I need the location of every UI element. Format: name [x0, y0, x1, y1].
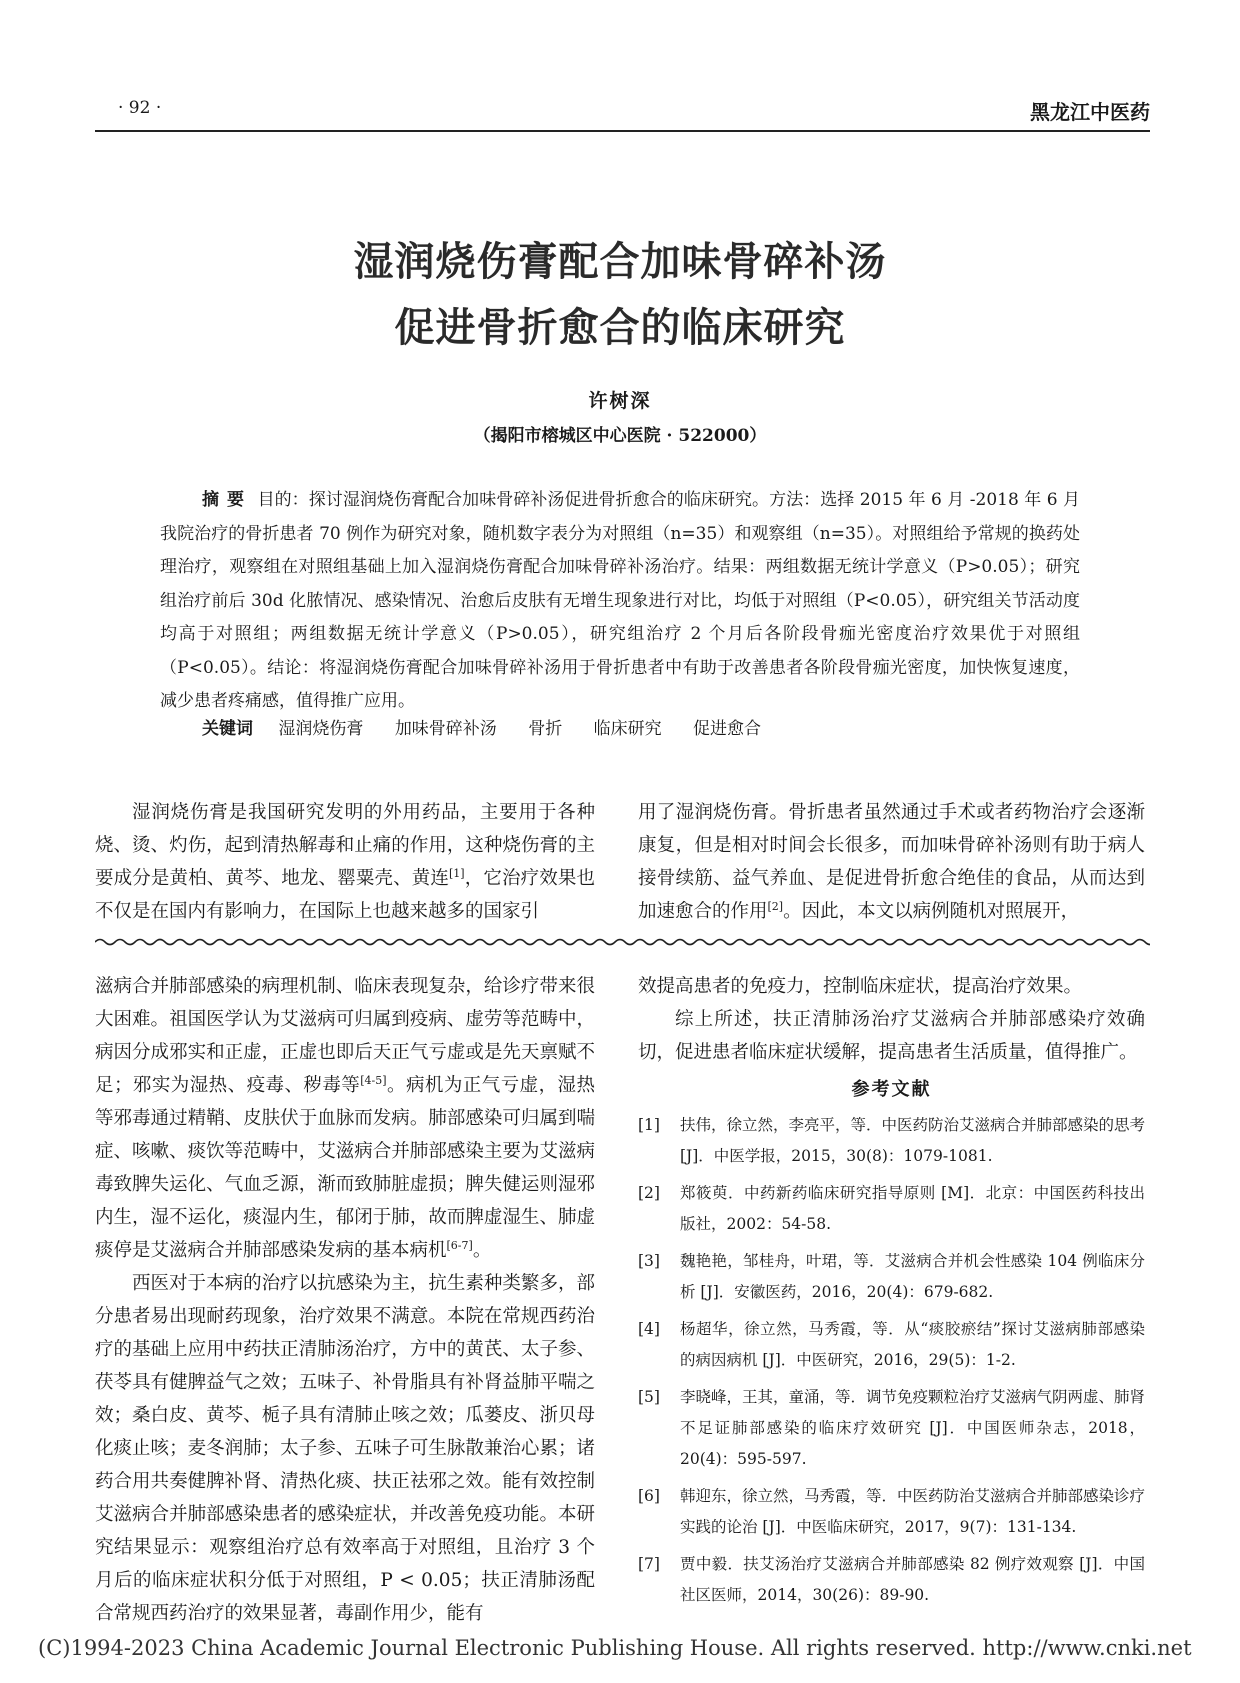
body-text: 。病机为正气亏虚，湿热等邪毒通过精鞘、皮肤伏于血脉而发病。肺部感染可归属到喘症、咳嗽、痰饮等范畴中，艾滋病合并肺部感染主要为艾滋病毒致脾失运化、气血乏源，渐而致肺脏虚损；脾失健运则湿邪内生，湿不运化，痰湿内生，郁闭于肺，故而脾虚湿生、肺虚痰停是艾滋病合并肺部感染发病的基本病机 [95, 1075, 595, 1261]
references-heading: 参考文献 [851, 1079, 932, 1100]
body-text: 湿润烧伤膏是我国研究发明的外用药品，主要用于各种烧、烫、灼伤，起到清热解毒和止痛的作用，这种烧伤膏的主要成分是黄柏、黄芩、地龙、罂粟壳、黄连 [95, 802, 595, 889]
previous-article-right-column [638, 970, 1145, 1617]
conclusion-paragraph: 综上所述，扶正清肺汤治疗艾滋病合并肺部感染疗效确切，促进患者临床症状缓解，提高患者生活质量，值得推广。 [638, 1009, 1145, 1063]
body-paragraph [95, 970, 595, 1267]
reference-number: [4] [638, 1320, 660, 1338]
reference-number: [6] [638, 1487, 660, 1505]
abstract-label: 摘要 [202, 490, 253, 510]
abstract-text: 目的：探讨湿润烧伤膏配合加味骨碎补汤促进骨折愈合的临床研究。方法：选择 2015 年 6 月 -2018 年 6 月我院治疗的骨折患者 70 例作为研究对象，随机数字表分为对照组（n=35）和观察组（n=35）。对照组给予常规的换药处理治疗，观察组在对照组基础上加入湿润烧伤膏配合加味骨碎补汤治疗。结果：两组数据无统计学意义（P>0.05）；研究组治疗前后 30d 化脓情况、感染情况、治愈后皮肤有无增生现象进行对比，均低于对照组（P<0.05），研究组关节活动度均高于对照组；两组数据无统计学意义（P>0.05），研究组治疗 2 个月后各阶段骨痂光密度治疗效果优于对照组（P<0.05）。结论：将湿润烧伤膏配合加味骨碎补汤用于骨折患者中有助于改善患者各阶段骨痂光密度，加快恢复速度，减少患者疼痛感，值得推广应用。 [160, 490, 1081, 711]
reference-number: [1] [638, 1116, 660, 1134]
keyword: 加味骨碎补汤 [394, 719, 497, 739]
reference-text: 李晓峰，王其，童涌，等．调节免疫颗粒治疗艾滋病气阴两虚、肺肾不足证肺部感染的临床疗效研究 [J]．中国医师杂志，2018，20(4)：595-597. [680, 1388, 1146, 1468]
reference-number: [7] [638, 1555, 660, 1573]
intro-paragraph [95, 796, 595, 928]
citation: [4-5] [360, 1073, 387, 1087]
journal-name: 黑龙江中医药 [1030, 100, 1150, 124]
keywords-label: 关键词 [202, 719, 253, 739]
abstract [160, 484, 1080, 719]
keyword: 湿润烧伤膏 [278, 719, 364, 739]
copyright-footer: (C)1994-2023 China Academic Journal Electronic Publishing House. All rights reserved. http://www.cnki.net [38, 1636, 1192, 1660]
article-divider-wavy-line [95, 935, 1150, 949]
keywords [202, 714, 1082, 739]
reference-text: 扶伟，徐立然，李亮平，等．中医药防治艾滋病合并肺部感染的思考 [J]．中医学报，2015，30(8)：1079-1081. [680, 1116, 1146, 1165]
reference-item [638, 1481, 1145, 1543]
references-list [638, 1110, 1145, 1611]
intro-right-column [638, 796, 1145, 928]
citation: [2] [767, 899, 784, 913]
reference-number: [3] [638, 1252, 660, 1270]
citation: [6-7] [446, 1238, 473, 1252]
reference-text: 贾中毅．扶艾汤治疗艾滋病合并肺部感染 82 例疗效观察 [J]．中国社区医师，2014，30(26)：89-90. [680, 1555, 1145, 1604]
body-text: 。 [472, 1240, 492, 1261]
keyword: 临床研究 [593, 719, 662, 739]
reference-number: [2] [638, 1184, 660, 1202]
reference-item [638, 1110, 1145, 1172]
author-name: 许树深 [588, 390, 652, 412]
reference-text: 杨超华，徐立然，马秀霞，等．从“痰胶瘀结”探讨艾滋病肺部感染的病因病机 [J]．中医研究，2016，29(5)：1-2. [680, 1320, 1145, 1369]
citation: [1] [448, 866, 465, 880]
reference-item [638, 1178, 1145, 1240]
body-text: 。因此，本文以病例随机对照展开， [783, 901, 1080, 922]
reference-text: 魏艳艳，邹桂舟，叶珺，等．艾滋病合并机会性感染 104 例临床分析 [J]．安徽医药，2016，20(4)：679-682. [680, 1252, 1145, 1301]
author-affiliation: （揭阳市榕城区中心医院 · 522000） [473, 426, 767, 446]
reference-item [638, 1382, 1145, 1475]
keyword: 促进愈合 [693, 719, 762, 739]
intro-left-column [95, 796, 595, 928]
reference-number: [5] [638, 1388, 660, 1406]
body-text: 用了湿润烧伤膏。骨折患者虽然通过手术或者药物治疗会逐渐康复，但是相对时间会长很多，而加味骨碎补汤则有助于病人接骨续筋、益气养血、是促进骨折愈合绝佳的食品，从而达到加速愈合的作用 [638, 802, 1145, 922]
article-title-line-1: 湿润烧伤膏配合加味骨碎补汤 [353, 239, 887, 285]
body-paragraph: 西医对于本病的治疗以抗感染为主，抗生素种类繁多，部分患者易出现耐药现象，治疗效果不满意。本院在常规西药治疗的基础上应用中药扶正清肺汤治疗，方中的黄芪、太子参、茯苓具有健脾益气之效；五味子、补骨脂具有补肾益肺平喘之效；桑白皮、黄芩、栀子具有清肺止咳之效；瓜蒌皮、浙贝母化痰止咳；麦冬润肺；太子参、五味子可生脉散兼治心累；诸药合用共奏健脾补肾、清热化痰、扶正祛邪之效。能有效控制艾滋病合并肺部感染患者的感染症状，并改善免疫功能。本研究结果显示：观察组治疗总有效率高于对照组，且治疗 3 个月后的临床症状积分低于对照组，P < 0.05；扶正清肺汤配合常规西药治疗的效果显著，毒副作用少，能有 [95, 1273, 595, 1624]
article-title-line-2: 促进骨折愈合的临床研究 [394, 305, 846, 351]
reference-item [638, 1246, 1145, 1308]
body-text: 滋病合并肺部感染的病理机制、临床表现复杂，给诊疗带来很大困难。祖国医学认为艾滋病可归属到疫病、虚劳等范畴中，病因分成邪实和正虚，正虚也即后天正气亏虚或是先天禀赋不足；邪实为湿热、疫毒、秽毒等 [95, 976, 595, 1096]
reference-item [638, 1549, 1145, 1611]
intro-paragraph-continued [638, 796, 1145, 928]
previous-article-left-column [95, 970, 595, 1630]
body-paragraph: 效提高患者的免疫力，控制临床症状，提高治疗效果。 [638, 976, 1083, 997]
reference-item [638, 1314, 1145, 1376]
keyword: 骨折 [528, 719, 563, 739]
page-number: · 92 · [118, 98, 162, 118]
body-text: ，它治疗效果也不仅是在国内有影响力，在国际上也越来越多的国家引 [95, 868, 595, 922]
reference-text: 韩迎东，徐立然，马秀霞，等．中医药防治艾滋病合并肺部感染诊疗实践的论治 [J]．中医临床研究，2017，9(7)：131-134. [680, 1487, 1146, 1536]
header-rule [95, 130, 1150, 132]
reference-text: 郑筱萸．中药新药临床研究指导原则 [M]．北京：中国医药科技出版社，2002：54-58. [680, 1184, 1145, 1233]
